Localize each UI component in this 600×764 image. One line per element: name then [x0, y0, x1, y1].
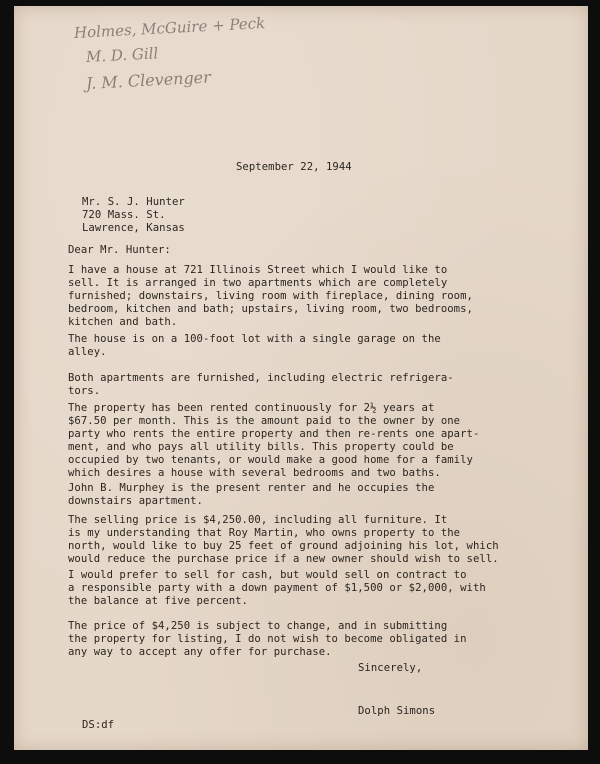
handwritten-note-2: M. D. Gill [85, 44, 159, 66]
letter-page [14, 6, 588, 750]
paragraph-7: I would prefer to sell for cash, but would sell on contract to a responsible party with a down payment of $1,500 or $2,000, with the balance at five percent. [68, 569, 486, 607]
salutation: Dear Mr. Hunter: [68, 244, 171, 256]
paragraph-5: John B. Murphey is the present renter and he occupies the downstairs apartment. [68, 482, 435, 507]
letter-date: September 22, 1944 [236, 161, 352, 173]
recipient-name: Mr. S. J. Hunter [82, 196, 185, 208]
recipient-street: 720 Mass. St. [82, 209, 166, 221]
typist-initials: DS:df [82, 719, 115, 731]
handwritten-note-3: J. M. Clevenger [85, 67, 212, 93]
paragraph-2: The house is on a 100-foot lot with a single garage on the alley. [68, 333, 441, 358]
paragraph-6: The selling price is $4,250.00, including all furniture. It is my understanding that Roy Martin, who owns property to the north, would like to buy 25 feet of ground adjoining his lot, which would reduce the purchase price if a new owner should wish to sell. [68, 514, 499, 565]
handwritten-note-1: Holmes, McGuire + Peck [73, 13, 266, 42]
signer-name: Dolph Simons [358, 705, 436, 717]
paragraph-3: Both apartments are furnished, including electric refrigera- tors. [68, 372, 454, 397]
closing: Sincerely, [358, 662, 423, 674]
paragraph-8: The price of $4,250 is subject to change, and in submitting the property for listing, I do not wish to become obligated in any way to accept any offer for purchase. [68, 620, 467, 658]
paragraph-1: I have a house at 721 Illinois Street which I would like to sell. It is arranged in two apartments which are completely furnished; downstairs, living room with fireplace, dining room, bedroom, kitchen and bath; upstairs, living room, two bedrooms, kitchen and bath. [68, 264, 473, 328]
paragraph-4: The property has been rented continuously for 2½ years at $67.50 per month. This is the amount paid to the owner by one party who rents the entire property and then re-rents one apart- ment, and who pays all utility bills. This property could be occupied by two tenants, or would make a good home for a family which desires a house with several bedrooms and two baths. [68, 402, 480, 479]
recipient-city: Lawrence, Kansas [82, 222, 185, 234]
